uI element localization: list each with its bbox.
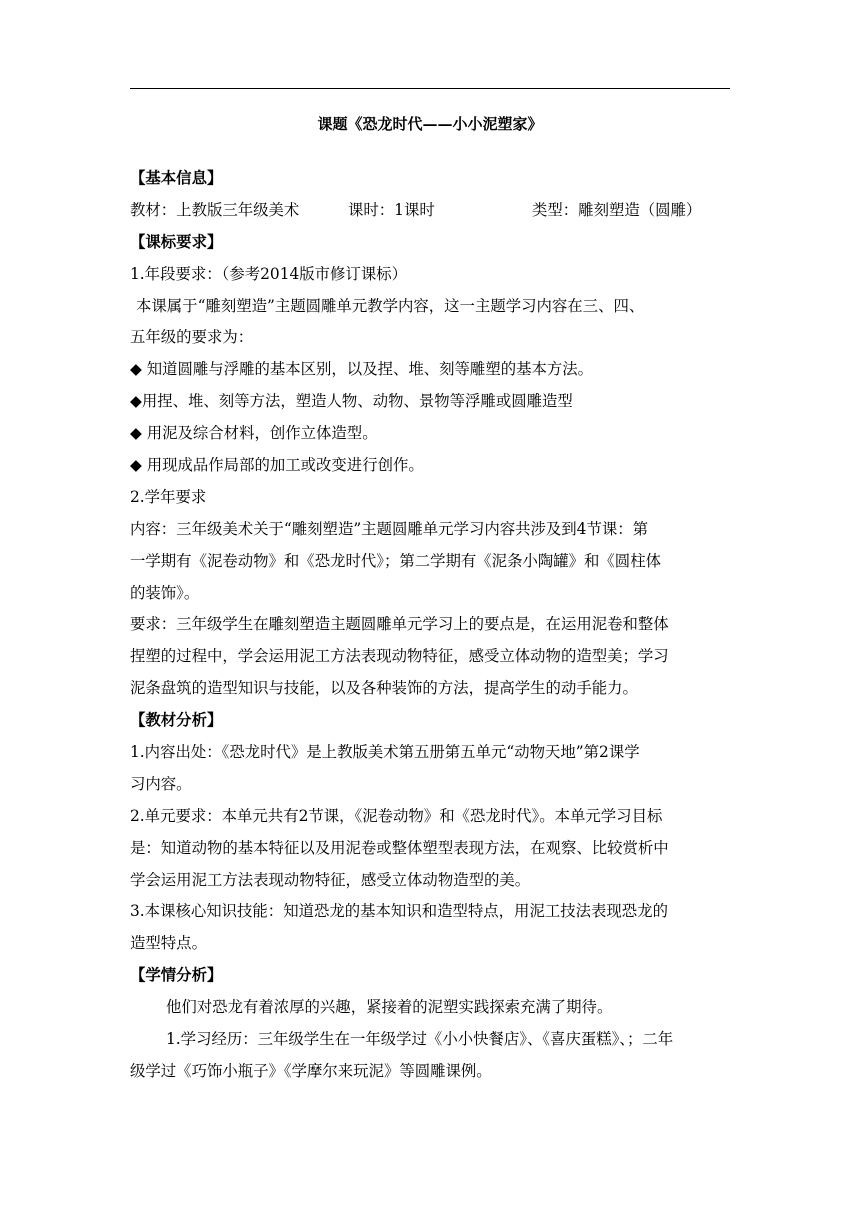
header-rule [130, 88, 730, 89]
paragraph-line: 学会运用泥工方法表现动物特征，感受立体动物造型的美。 [130, 870, 531, 889]
paragraph-line: 内容：三年级美术关于“雕刻塑造”主题圆雕单元学习内容共涉及到4节课：第 [130, 519, 649, 538]
paragraph-line: 3.本课核心知识技能：知道恐龙的基本知识和造型特点，用泥工技法表现恐龙的 [130, 902, 668, 921]
paragraph-line: 是：知道动物的基本特征以及用泥卷或整体塑型表现方法，在观察、比较赏析中 [130, 838, 669, 857]
paragraph-line: 2.学年要求 [130, 487, 207, 506]
bullet-item: ◆ 用泥及综合材料，创作立体造型。 [130, 424, 378, 443]
paragraph-line: 要求：三年级学生在雕刻塑造主题圆雕单元学习上的要点是，在运用泥卷和整体 [130, 615, 669, 634]
paragraph-line: 他们对恐龙有着浓厚的兴趣，紧接着的泥塑实践探索充满了期待。 [166, 998, 613, 1017]
paragraph-line: 泥条盘筑的造型知识与技能，以及各种装饰的方法，提高学生的动手能力。 [130, 679, 638, 698]
paragraph-line: 1.内容出处：《恐龙时代》是上教版美术第五册第五单元“动物天地”第2课学 [130, 743, 640, 762]
section-heading-basic-info: 【基本信息】 [130, 169, 223, 187]
paragraph-line: 1.学习经历：三年级学生在一年级学过《小小快餐店》、《喜庆蛋糕》、；二年 [166, 1030, 674, 1049]
paragraph-line: 级学过《巧饰小瓶子》《学摩尔来玩泥》等圆雕课例。 [130, 1061, 492, 1080]
basic-info-row [130, 195, 730, 227]
bullet-item: ◆ 用现成品作局部的加工或改变进行创作。 [130, 456, 424, 475]
paragraph-line: 捏塑的过程中，学会运用泥工方法表现动物特征，感受立体动物的造型美；学习 [130, 647, 669, 666]
section-heading-standard: 【课标要求】 [130, 232, 223, 251]
paragraph-line: 1.年段要求：（参考2014版市修订课标） [130, 264, 408, 283]
bullet-item: ◆用捏、堆、刻等方法，塑造人物、动物、景物等浮雕或圆雕造型 [130, 392, 573, 411]
paragraph-line: 本课属于“雕刻塑造”主题圆雕单元教学内容，这一主题学习内容在三、四、 [136, 296, 645, 315]
paragraph-line: 一学期有《泥卷动物》和《恐龙时代》；第二学期有《泥条小陶罐》和《圆柱体 [130, 551, 661, 570]
paragraph-line: 的装饰》。 [130, 583, 200, 602]
bullet-item: ◆ 知道圆雕与浮雕的基本区别，以及捏、堆、刻等雕塑的基本方法。 [130, 360, 594, 379]
paragraph-line: 习内容。 [130, 774, 192, 793]
paragraph-line: 2.单元要求：本单元共有2节课，《泥卷动物》和《恐龙时代》。本单元学习目标 [130, 806, 663, 825]
info-material: 教材：上教版三年级美术 [130, 200, 300, 219]
paragraph-line: 五年级的要求为： [130, 328, 254, 347]
page-title: 课题《恐龙时代——小小泥塑家》 [317, 115, 543, 133]
info-type: 类型：雕刻塑造（圆雕） [532, 200, 702, 219]
section-heading-student: 【学情分析】 [130, 966, 223, 985]
paragraph-line: 造型特点。 [130, 934, 207, 953]
document-body [130, 163, 730, 1088]
info-hours: 课时：1课时 [348, 200, 435, 219]
section-heading-material: 【教材分析】 [130, 711, 223, 730]
